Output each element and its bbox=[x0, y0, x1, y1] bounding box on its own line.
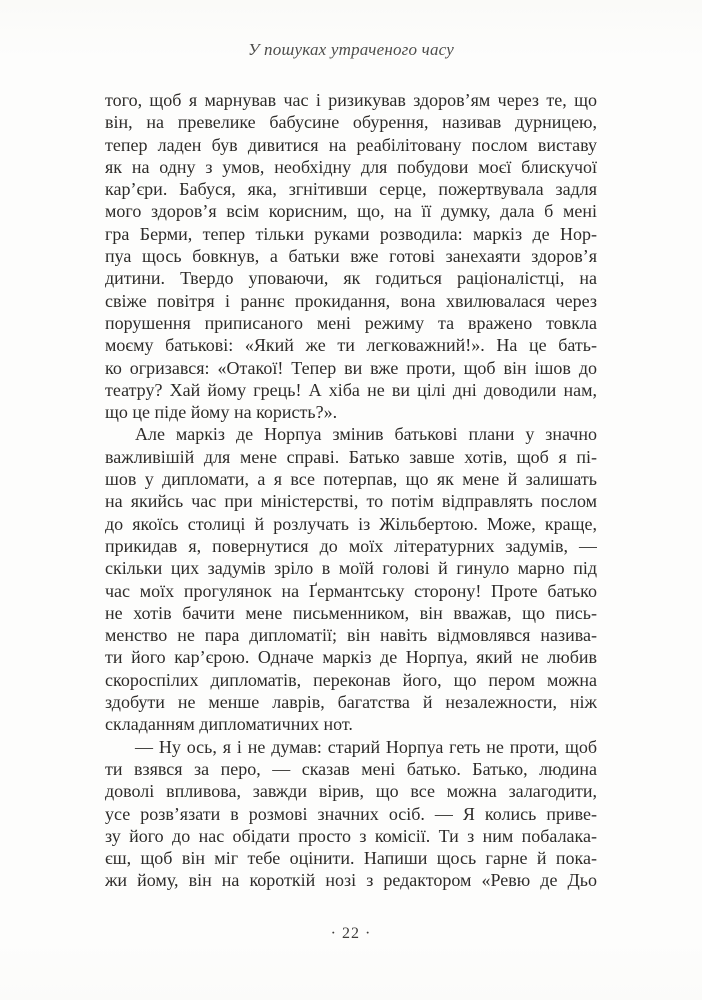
text-line: театру? Хай йому грець! А хіба не ви цілі дні доводили нам, bbox=[105, 379, 597, 400]
text-line: на якийсь час при міністерстві, то потім відправлять послом bbox=[105, 491, 597, 512]
text-line: доволі впливова, завжди вірив, що все можна залагодити, bbox=[105, 781, 597, 802]
text-line: дитини. Твердо уповаючи, як годиться раціоналістці, на bbox=[105, 268, 597, 289]
text-line: — Ну ось, я і не думав: старий Норпуа геть не проти, щоб bbox=[135, 736, 597, 757]
text-line: ко огризався: «Отакої! Тепер ви вже проти, щоб він ішов до bbox=[105, 357, 597, 378]
paragraph bbox=[105, 89, 597, 423]
running-header: У пошуках утраченого часу bbox=[247, 40, 455, 59]
text-line: усе розв’язати в розмові значних осіб. — Я колись приве- bbox=[105, 803, 597, 824]
text-line: порушення приписаного мені режиму та вражено товкла bbox=[105, 312, 597, 333]
page-number: · 22 · bbox=[330, 925, 372, 942]
text-line: того, щоб я марнував час і ризикував здоров’ям через те, що bbox=[105, 90, 597, 110]
text-line: єш, щоб він міг тебе оцінити. Напиши щось гарне й пока- bbox=[105, 848, 597, 869]
text-line: Але маркіз де Норпуа змінив батькові плани у значно bbox=[135, 424, 597, 445]
text-line: пуа щось бовкнув, а батьки вже готові занехаяти здоров’я bbox=[105, 246, 597, 267]
text-line: шов у дипломати, а я все потерпав, що як мене й залишать bbox=[105, 469, 597, 490]
text-line: мого здоров’я всім корисним, що, на її думку, дала б мені bbox=[105, 201, 597, 222]
text-line: ти взявся за перо, — сказав мені батько. Батько, людина bbox=[105, 758, 597, 779]
text-line: менство не пара дипломатії; він навіть відмовлявся назива- bbox=[105, 625, 597, 646]
text-line: зу його до нас обідати просто з комісії. Ти з ним побалака- bbox=[105, 825, 597, 846]
text-line: тепер ладен був дивитися на реабілітовану послом виставу bbox=[105, 134, 597, 155]
text-line: важливішій для мене справі. Батько завше хотів, щоб я пі- bbox=[105, 446, 597, 467]
text-line: скільки цих задумів зріло в моїй голові й гинуло марно під bbox=[105, 558, 597, 579]
text-line: скороспілих дипломатів, переконав його, що пером можна bbox=[105, 669, 597, 690]
text-line: моєму батькові: «Який же ти легковажний!». На це бать- bbox=[105, 335, 597, 356]
text-line: прикидав я, повернутися до моїх літературних задумів, — bbox=[105, 535, 597, 556]
paragraph bbox=[105, 423, 597, 735]
text-line: що це піде йому на користь?». bbox=[105, 402, 338, 423]
text-line: він, на превелике бабусине обурення, називав дурницею, bbox=[105, 112, 597, 133]
text-line: кар’єри. Бабуся, яка, згнітивши серце, пожертвувала задля bbox=[105, 179, 597, 200]
text-line: ти його кар’єрою. Одначе маркіз де Норпуа, який не любив bbox=[105, 647, 597, 668]
text-line: як на одну з умов, необхідну для побудови моєї блискучої bbox=[105, 156, 597, 177]
paragraph bbox=[105, 736, 597, 892]
text-line: здобути не менше лаврів, багатства й незалежности, ніж bbox=[105, 692, 597, 713]
body-text bbox=[105, 89, 597, 892]
text-line: час моїх прогулянок на Ґермантську сторону! Проте батько bbox=[105, 580, 597, 601]
text-line: свіже повітря і раннє прокидання, вона хвилювалася через bbox=[105, 290, 597, 311]
text-line: жи йому, він на короткій нозі з редактором «Ревю де Дьо bbox=[105, 870, 597, 891]
text-line: до якоїсь столиці й розлучать із Жільбертою. Може, краще, bbox=[105, 513, 597, 534]
text-line: складанням дипломатичних нот. bbox=[105, 714, 353, 735]
text-line: не хотів бачити мене письменником, він вважав, що пись- bbox=[105, 602, 597, 623]
text-line: гра Берми, тепер тільки руками розводила: маркіз де Нор- bbox=[105, 223, 597, 244]
